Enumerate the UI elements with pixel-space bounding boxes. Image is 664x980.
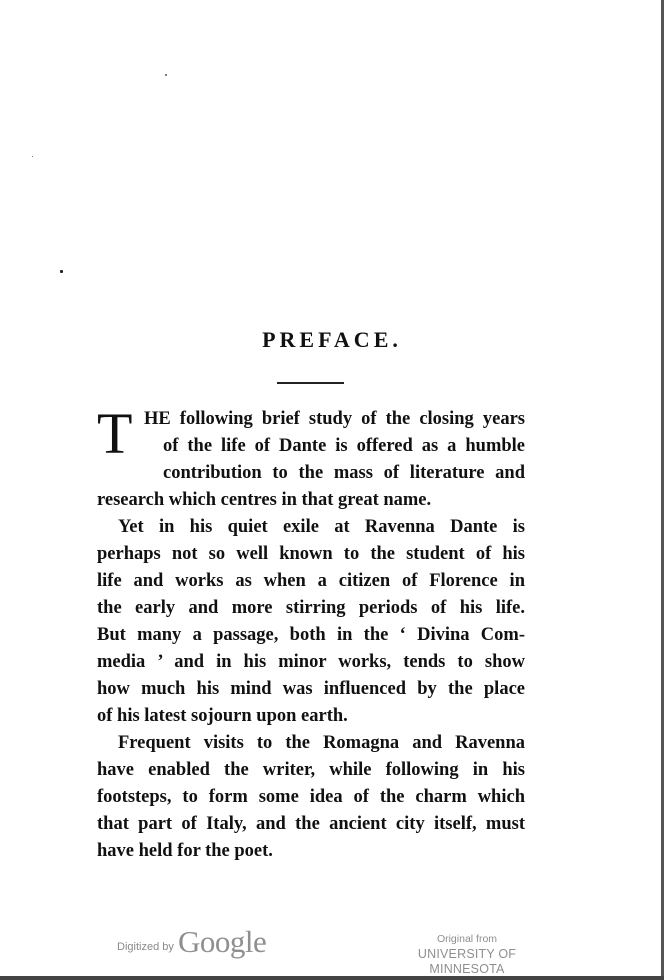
text-line: perhaps not so well known to the student of his — [97, 544, 525, 564]
scan-speck — [32, 156, 33, 157]
google-logo: Google — [178, 924, 267, 959]
drop-cap: T — [97, 401, 133, 466]
page-edge-bottom — [0, 976, 664, 980]
paragraph-3 — [97, 730, 525, 865]
text-line: that part of Italy, and the ancient city itself, must — [97, 814, 525, 834]
text-line: research which centres in that great name. — [97, 490, 432, 510]
text-line: the early and more stirring periods of his life. — [97, 598, 525, 618]
text-line: But many a passage, both in the ‘ Divina Com- — [97, 625, 525, 645]
body-text — [97, 401, 525, 865]
text-line: of the life of Dante is offered as a humble — [163, 436, 525, 456]
text-line: have enabled the writer, while following in his — [97, 760, 525, 780]
paragraph-2 — [97, 514, 525, 730]
institution-name: UNIVERSITY OF MINNESOTA — [417, 947, 517, 976]
text-line: of his latest sojourn upon earth. — [97, 706, 348, 726]
digitized-label: Digitized by — [117, 941, 174, 953]
page-title: PREFACE. — [262, 327, 402, 352]
title-rule — [277, 382, 344, 384]
text-line: how much his mind was influenced by the place — [97, 679, 525, 699]
text-line: footsteps, to form some idea of the charm which — [97, 787, 525, 807]
text-line: Frequent visits to the Romagna and Ravenna — [118, 733, 525, 753]
source-attribution — [381, 932, 553, 977]
text-line: have held for the poet. — [97, 841, 273, 861]
text-line: contribution to the mass of literature and — [163, 463, 525, 483]
text-line: life and works as when a citizen of Florence in — [97, 571, 525, 591]
text-line: Yet in his quiet exile at Ravenna Dante is — [118, 517, 525, 537]
paragraph-1 — [97, 401, 525, 514]
text-line: media ’ and in his minor works, tends to show — [97, 652, 525, 672]
scan-speck — [60, 270, 63, 273]
scan-speck — [165, 74, 167, 76]
original-from-label: Original from — [436, 933, 498, 945]
text-line: HE following brief study of the closing years — [144, 409, 525, 429]
